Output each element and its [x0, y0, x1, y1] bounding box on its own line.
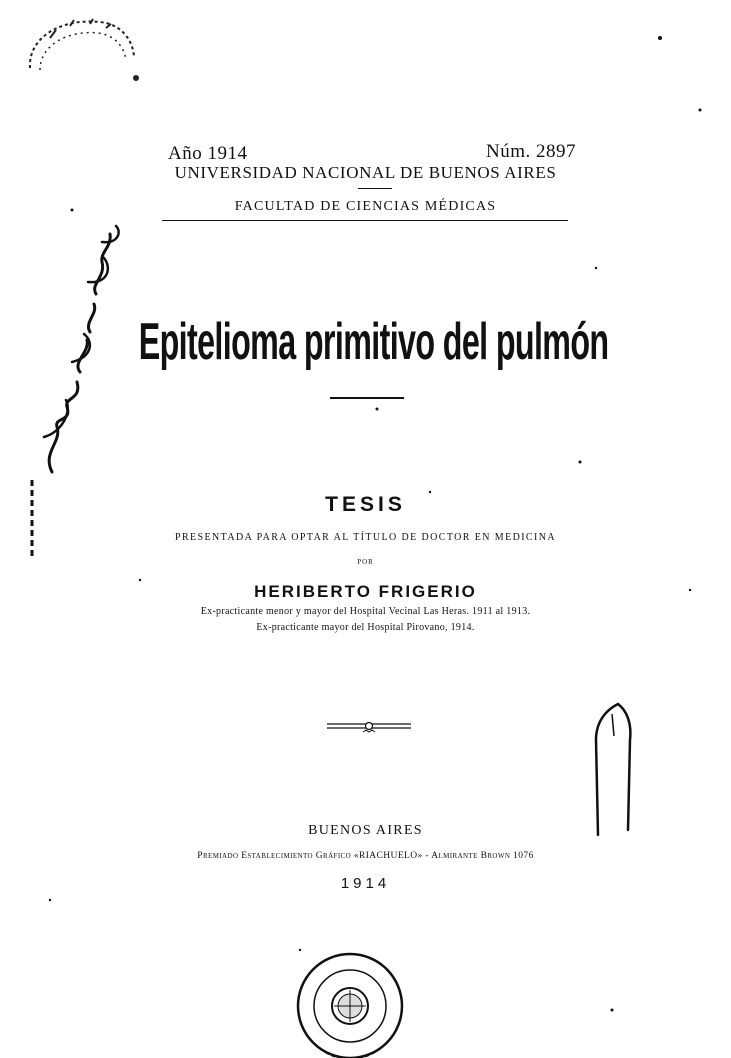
- university-name: UNIVERSIDAD NACIONAL DE BUENOS AIRES: [174, 163, 557, 182]
- handwritten-note: [32, 222, 132, 482]
- faculty-name: FACULTAD DE CIENCIAS MÉDICAS: [234, 199, 497, 214]
- author-credential-1: Ex-practicante menor y mayor del Hospital Vecinal Las Heras. 1911 al 1913.: [200, 606, 531, 617]
- imprint-year: 1914: [340, 875, 391, 892]
- number-label: Núm. 2897: [486, 141, 576, 162]
- presented-for-line: PRESENTADA PARA OPTAR AL TÍTULO DE DOCTOR EN MEDICINA: [175, 532, 556, 543]
- thesis-title: Epitelioma primitivo del pulmón: [138, 313, 609, 371]
- margin-marks: [26, 480, 38, 560]
- imprint-printer: Premiado Establecimiento Gráfico «RIACHUELO» - Almirante Brown 1076: [197, 851, 534, 861]
- divider-short: [358, 188, 392, 189]
- library-stamp-icon: [10, 8, 140, 98]
- margin-bracket-mark: [588, 700, 638, 840]
- thesis-heading: TESIS: [325, 493, 406, 516]
- imprint-city: BUENOS AIRES: [308, 823, 423, 838]
- by-label: POR: [357, 558, 374, 566]
- author-name: HERIBERTO FRIGERIO: [254, 582, 477, 601]
- ornament-divider-icon: [325, 720, 413, 734]
- year-label: Año 1914: [168, 143, 248, 164]
- author-credential-2: Ex-practicante mayor del Hospital Pirovano, 1914.: [256, 622, 475, 633]
- title-divider: [330, 397, 404, 399]
- library-seal-icon: [286, 940, 414, 1058]
- divider-long: [162, 220, 568, 221]
